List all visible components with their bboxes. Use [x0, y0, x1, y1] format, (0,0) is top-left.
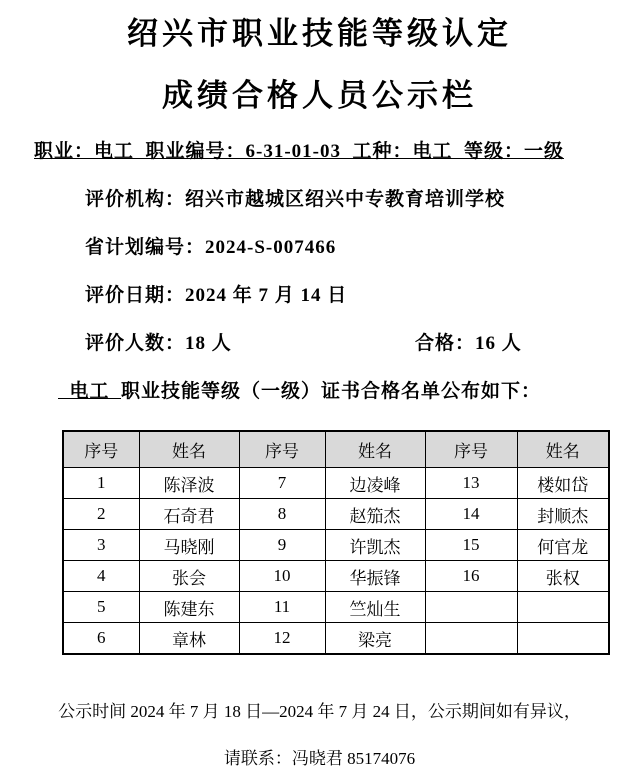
table-header-row	[63, 431, 609, 468]
cell-name: 马晓刚	[139, 530, 239, 561]
table-row	[63, 530, 609, 561]
header-name-1: 姓名	[139, 431, 239, 468]
cell-serial: 8	[239, 499, 325, 530]
list-intro-line	[58, 376, 639, 403]
table-row	[63, 561, 609, 592]
cell-name: 陈泽波	[139, 468, 239, 499]
header-serial-2: 序号	[239, 431, 325, 468]
header-serial-3: 序号	[425, 431, 517, 468]
cell-name: 张权	[517, 561, 609, 592]
document-title-line1: 绍兴市职业技能等级认定	[127, 16, 512, 51]
cell-serial: 2	[63, 499, 139, 530]
list-intro-occupation: 电工	[58, 381, 122, 402]
cell-serial: 1	[63, 468, 139, 499]
cell-name: 边凌峰	[325, 468, 425, 499]
cell-serial: 12	[239, 623, 325, 655]
cell-serial: 15	[425, 530, 517, 561]
cell-serial: 13	[425, 468, 517, 499]
header-name-3: 姓名	[517, 431, 609, 468]
list-intro-text: 职业技能等级（一级）证书合格名单公布如下：	[121, 381, 542, 402]
cell-serial: 3	[63, 530, 139, 561]
results-table	[62, 430, 610, 655]
cell-serial: 4	[63, 561, 139, 592]
cell-serial: 6	[63, 623, 139, 655]
cell-serial: 9	[239, 530, 325, 561]
cell-serial: 14	[425, 499, 517, 530]
provincial-plan-number-line: 省计划编号：2024-S-007466	[85, 237, 337, 258]
cell-name: 楼如岱	[517, 468, 609, 499]
cell-name: 梁亮	[325, 623, 425, 655]
evaluation-counts-line	[85, 328, 639, 355]
cell-name: 张会	[139, 561, 239, 592]
cell-name: 竺灿生	[325, 592, 425, 623]
cell-name: 封顺杰	[517, 499, 609, 530]
table-row	[63, 592, 609, 623]
evaluation-date-line: 评价日期：2024 年 7 月 14 日	[85, 285, 348, 306]
publicity-period-line: 公示时间 2024 年 7 月 18 日—2024 年 7 月 24 日，公示期间如有异议，	[58, 702, 581, 721]
cell-serial: 5	[63, 592, 139, 623]
cell-name	[517, 623, 609, 655]
cell-name: 赵笳杰	[325, 499, 425, 530]
header-name-2: 姓名	[325, 431, 425, 468]
cell-serial: 11	[239, 592, 325, 623]
table-row	[63, 623, 609, 655]
cell-name: 章林	[139, 623, 239, 655]
table-row	[63, 499, 609, 530]
table-row	[63, 468, 609, 499]
cell-serial	[425, 623, 517, 655]
evaluated-count: 评价人数：18 人	[85, 333, 232, 354]
cell-serial: 10	[239, 561, 325, 592]
cell-serial: 7	[239, 468, 325, 499]
contact-line: 请联系：冯晓君 85174076	[223, 749, 416, 768]
cell-name: 陈建东	[139, 592, 239, 623]
cell-name: 华振锋	[325, 561, 425, 592]
cell-name	[517, 592, 609, 623]
cell-name: 石奇君	[139, 499, 239, 530]
evaluation-agency-line: 评价机构：绍兴市越城区绍兴中专教育培训学校	[85, 189, 506, 210]
occupation-info-line: 职业：电工 职业编号：6-31-01-03 工种：电工 等级：一级	[34, 141, 564, 162]
cell-name: 何官龙	[517, 530, 609, 561]
cell-name: 许凯杰	[325, 530, 425, 561]
document-title-line2: 成绩合格人员公示栏	[162, 78, 477, 113]
header-serial-1: 序号	[63, 431, 139, 468]
cell-serial: 16	[425, 561, 517, 592]
passed-count: 合格：16 人	[415, 333, 522, 354]
cell-serial	[425, 592, 517, 623]
